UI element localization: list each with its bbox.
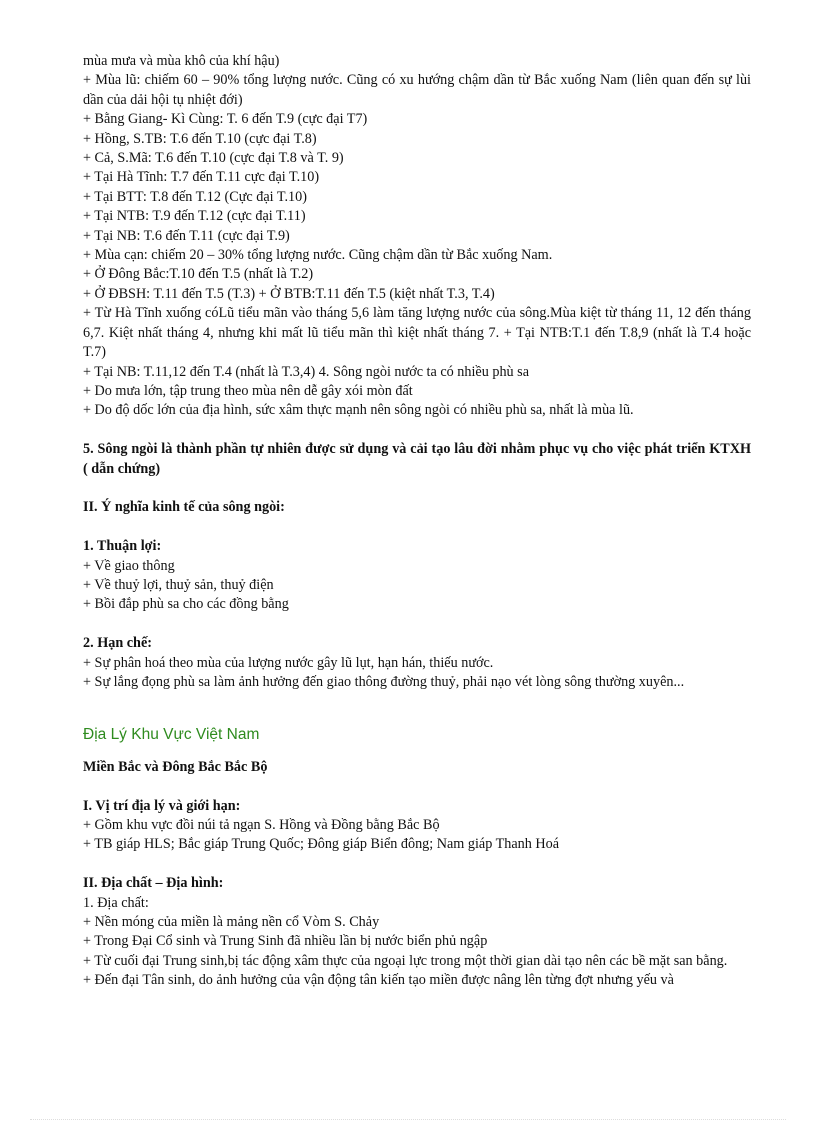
text-line: + Mùa lũ: chiếm 60 – 90% tổng lượng nước. Cũng có xu hướng chậm dần từ Bắc xuống Nam (liên quan đến sự lùi dần của dải hội tụ nhiệt đới)	[83, 72, 751, 108]
limits-heading: 2. Hạn chế:	[83, 635, 152, 652]
geology-heading: II. Địa chất – Địa hình:	[83, 875, 224, 892]
list-item: + TB giáp HLS; Bắc giáp Trung Quốc; Đông giáp Biển đông; Nam giáp Thanh Hoá	[83, 836, 560, 853]
advantages-heading: 1. Thuận lợi:	[83, 538, 162, 555]
text-line: + Từ Hà Tĩnh xuống cóLũ tiểu mãn vào tháng 5,6 làm tăng lượng nước của sông.Mùa kiệt từ tháng 11, 12 đến tháng 6,7. Kiệt nhất tháng 4, nhưng khi mất lũ tiểu mãn thì kiệt nhất tháng 7. + Tại NTB:T.1 đến T.8,9 (nhất là T.4 hoặc T.7)	[83, 305, 751, 361]
region-title: Miền Bắc và Đông Bắc Bắc Bộ	[83, 758, 268, 775]
list-item: + Bồi đắp phù sa cho các đồng bằng	[83, 596, 289, 613]
document-page	[83, 52, 751, 991]
list-item: + Sự lắng đọng phù sa làm ảnh hưởng đến giao thông đường thuỷ, phải nạo vét lòng sông thường xuyên...	[83, 673, 685, 690]
page-bottom-rule	[30, 1119, 786, 1120]
text-line: + Ở ĐBSH: T.11 đến T.5 (T.3) + Ở BTB:T.11 đến T.5 (kiệt nhất T.3, T.4)	[83, 285, 495, 302]
section-heading-5: 5. Sông ngòi là thành phần tự nhiên được sử dụng và cải tạo lâu đời nhằm phục vụ cho việc phát triển KTXH ( dẫn chứng)	[83, 441, 751, 477]
section-heading-economic-meaning: II. Ý nghĩa kinh tế của sông ngòi:	[83, 499, 285, 516]
text-line: mùa mưa và mùa khô của khí hậu)	[83, 53, 280, 69]
text-line: + Tại Hà Tĩnh: T.7 đến T.11 cực đại T.10)	[83, 169, 320, 186]
text-line: + Tại NB: T.6 đến T.11 (cực đại T.9)	[83, 227, 290, 244]
list-item: + Trong Đại Cổ sinh và Trung Sinh đã nhiều lần bị nước biển phủ ngập	[83, 933, 488, 950]
list-item: + Gồm khu vực đồi núi tả ngạn S. Hồng và Đồng bằng Bắc Bộ	[83, 816, 440, 833]
list-item: + Từ cuối đại Trung sinh,bị tác động xâm thực của ngoại lực trong một thời gian dài tạo nên các bề mặt san bằng.	[83, 952, 728, 969]
section-title: Địa Lý Khu Vực Việt Nam	[83, 725, 260, 743]
text-line: + Do độ dốc lớn của địa hình, sức xâm thực mạnh nên sông ngòi có nhiều phù sa, nhất là mùa lũ.	[83, 402, 634, 419]
geology-subheading: 1. Địa chất:	[83, 894, 149, 911]
text-line: + Bằng Giang- Kì Cùng: T. 6 đến T.9 (cực đại T7)	[83, 111, 368, 128]
text-line: + Ở Đông Bắc:T.10 đến T.5 (nhất là T.2)	[83, 266, 314, 283]
list-item: + Nền móng của miền là mảng nền cổ Vòm S. Chảy	[83, 913, 380, 930]
text-line: + Cả, S.Mã: T.6 đến T.10 (cực đại T.8 và T. 9)	[83, 150, 344, 167]
text-line: + Tại NTB: T.9 đến T.12 (cực đại T.11)	[83, 208, 306, 225]
list-item: + Sự phân hoá theo mùa của lượng nước gây lũ lụt, hạn hán, thiếu nước.	[83, 654, 494, 671]
text-line: + Tại NB: T.11,12 đến T.4 (nhất là T.3,4) 4. Sông ngòi nước ta có nhiều phù sa	[83, 363, 529, 380]
list-item: + Về thuỷ lợi, thuỷ sản, thuỷ điện	[83, 576, 274, 593]
list-item: + Đến đại Tân sinh, do ảnh hưởng của vận động tân kiến tạo miền được nâng lên từng đợt nhưng yếu và	[83, 972, 674, 989]
text-line: + Mùa cạn: chiếm 20 – 30% tổng lượng nước. Cũng chậm dần từ Bắc xuống Nam.	[83, 247, 553, 264]
text-line: + Hồng, S.TB: T.6 đến T.10 (cực đại T.8)	[83, 130, 317, 147]
location-heading: I. Vị trí địa lý và giới hạn:	[83, 797, 241, 814]
text-line: + Tại BTT: T.8 đến T.12 (Cực đại T.10)	[83, 188, 307, 205]
list-item: + Về giao thông	[83, 557, 175, 574]
hydrology-paragraph-block	[83, 52, 751, 421]
text-line: + Do mưa lớn, tập trung theo mùa nên dễ gây xói mòn đất	[83, 382, 413, 399]
